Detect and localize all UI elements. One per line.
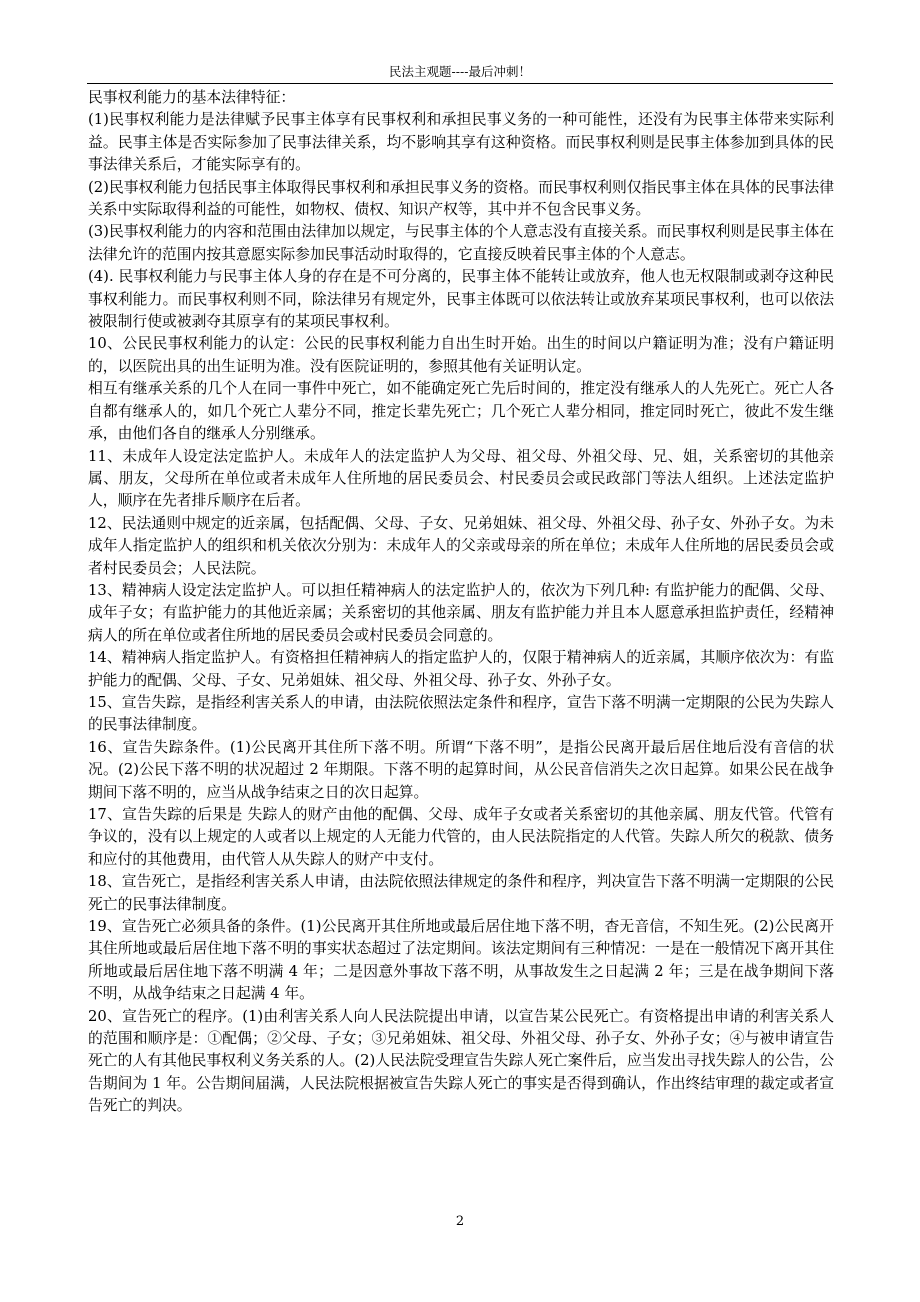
page-header: 民法主观题----最后冲刺！ (87, 62, 833, 84)
paragraph: 19、宣告死亡必须具备的条件。(1)公民离开其住所地或最后居住地下落不明，杳无音信，不知生死。(2)公民离开其住所地或最后居住地下落不明的事实状态超过了法定期间。该法定期间有三种情况：一是在一般情况下离开其住所地或最后居住地下落不明满 4 年；二是因意外事故下落不明，从事故发生之日起满 2 年；三是在战争期间下落不明，从战争结束之日起满 4 年。 (88, 918, 834, 1003)
paragraph: (1)民事权利能力是法律赋予民事主体享有民事权利和承担民事义务的一种可能性，还没有为民事主体带来实际利益。民事主体是否实际参加了民事法律关系，均不影响其享有这种资格。而民事权利则是民事主体参加到具体的民事法律关系后，才能实际享有的。 (88, 111, 834, 174)
paragraph: 15、宣告失踪，是指经利害关系人的申请，由法院依照法定条件和程序，宣告下落不明满一定期限的公民为失踪人的民事法律制度。 (88, 693, 834, 734)
paragraph: 18、宣告死亡，是指经利害关系人申请，由法院依照法律规定的条件和程序，判决宣告下落不明满一定期限的公民死亡的民事法律制度。 (88, 873, 834, 913)
paragraph: (2)民事权利能力包括民事主体取得民事权利和承担民事义务的资格。而民事权利则仅指民事主体在具体的民事法律关系中实际取得利益的可能性，如物权、债权、知识产权等，其中并不包含民事义务。 (88, 178, 835, 219)
paragraph: (4). 民事权利能力与民事主体人身的存在是不可分离的，民事主体不能转让或放弃，他人也无权限制或剥夺这种民事权利能力。而民事权利则不同，除法律另有规定外，民事主体既可以依法转让或放弃某项民事权利，也可以依法被限制行使或被剥夺其原享有的某项民事权利。 (88, 268, 834, 331)
paragraph: (3)民事权利能力的内容和范围由法律加以规定，与民事主体的个人意志没有直接关系。而民事权利则是民事主体在法律允许的范围内按其意愿实际参加民事活动时取得的，它直接反映着民事主体的个人意志。 (88, 223, 835, 263)
paragraph-heading: 民事权利能力的基本法律特征： (88, 89, 296, 106)
paragraph: 17、宣告失踪的后果是 失踪人的财产由他的配偶、父母、成年子女或者关系密切的其他亲属、朋友代管。代管有争议的，没有以上规定的人或者以上规定的人无能力代管的，由人民法院指定的人代管。失踪人所欠的税款、债务和应付的其他费用，由代管人从失踪人的财产中支付。 (88, 806, 834, 868)
paragraph: 14、精神病人指定监护人。有资格担任精神病人的指定监护人的，仅限于精神病人的近亲属，其顺序依次为：有监护能力的配偶、父母、子女、兄弟姐妹、祖父母、外祖父母、孙子女、外孙子女。 (88, 649, 834, 689)
paragraph: 13、精神病人设定法定监护人。可以担任精神病人的法定监护人的，依次为下列几种: 有监护能力的配偶、父母、成年子女；有监护能力的其他近亲属；关系密切的其他亲属、朋友有监护能力并且本人愿意承担监护责任，经精神病人的所在单位或者住所地的居民委员会或村民委员会同意的。 (88, 581, 834, 644)
page-number: 2 (455, 1214, 465, 1229)
document-body (88, 87, 834, 1118)
paragraph: 10、公民民事权利能力的认定：公民的民事权利能力自出生时开始。出生的时间以户籍证明为准；没有户籍证明的，以医院出具的出生证明为准。没有医院证明的，参照其他有关证明认定。 (88, 335, 834, 375)
paragraph: 相互有继承关系的几个人在同一事件中死亡，如不能确定死亡先后时间的，推定没有继承人的人先死亡。死亡人各自都有继承人的，如几个死亡人辈分不同，推定长辈先死亡；几个死亡人辈分相同，推定同时死亡，彼此不发生继承，由他们各自的继承人分别继承。 (88, 380, 834, 443)
paragraph: 16、宣告失踪条件。(1)公民离开其住所下落不明。所谓“下落不明”，是指公民离开最后居住地后没有音信的状况。(2)公民下落不明的状况超过 2 年期限。下落不明的起算时间，从公民音信消失之次日起算。如果公民在战争期间下落不明的，应当从战争结束之日的次日起算。 (88, 738, 834, 801)
paragraph: 12、民法通则中规定的近亲属，包括配偶、父母、子女、兄弟姐妹、祖父母、外祖父母、孙子女、外孙子女。为未成年人指定监护人的组织和机关依次分别为：未成年人的父亲或母亲的所在单位；未成年人住所地的居民委员会或者村民委员会；人民法院。 (88, 514, 834, 577)
paragraph: 11、未成年人设定法定监护人。未成年人的法定监护人为父母、祖父母、外祖父母、兄、姐，关系密切的其他亲属、朋友，父母所在单位或者未成年人住所地的居民委员会、村民委员会或民政部门等法人组织。上述法定监护人，顺序在先者排斥顺序在后者。 (88, 447, 834, 510)
paragraph: 20、宣告死亡的程序。(1)由利害关系人向人民法院提出申请，以宣告某公民死亡。有资格提出申请的利害关系人的范围和顺序是：①配偶；②父母、子女；③兄弟姐妹、祖父母、外祖父母、孙子女、外孙子女；④与被申请宣告死亡的人有其他民事权利义务关系的人。(2)人民法院受理宣告失踪人死亡案件后，应当发出寻找失踪人的公告，公告期间为 1 年。公告期间届满，人民法院根据被宣告失踪人死亡的事实是否得到确认，作出终结审理的裁定或者宣告死亡的判决。 (88, 1007, 835, 1115)
